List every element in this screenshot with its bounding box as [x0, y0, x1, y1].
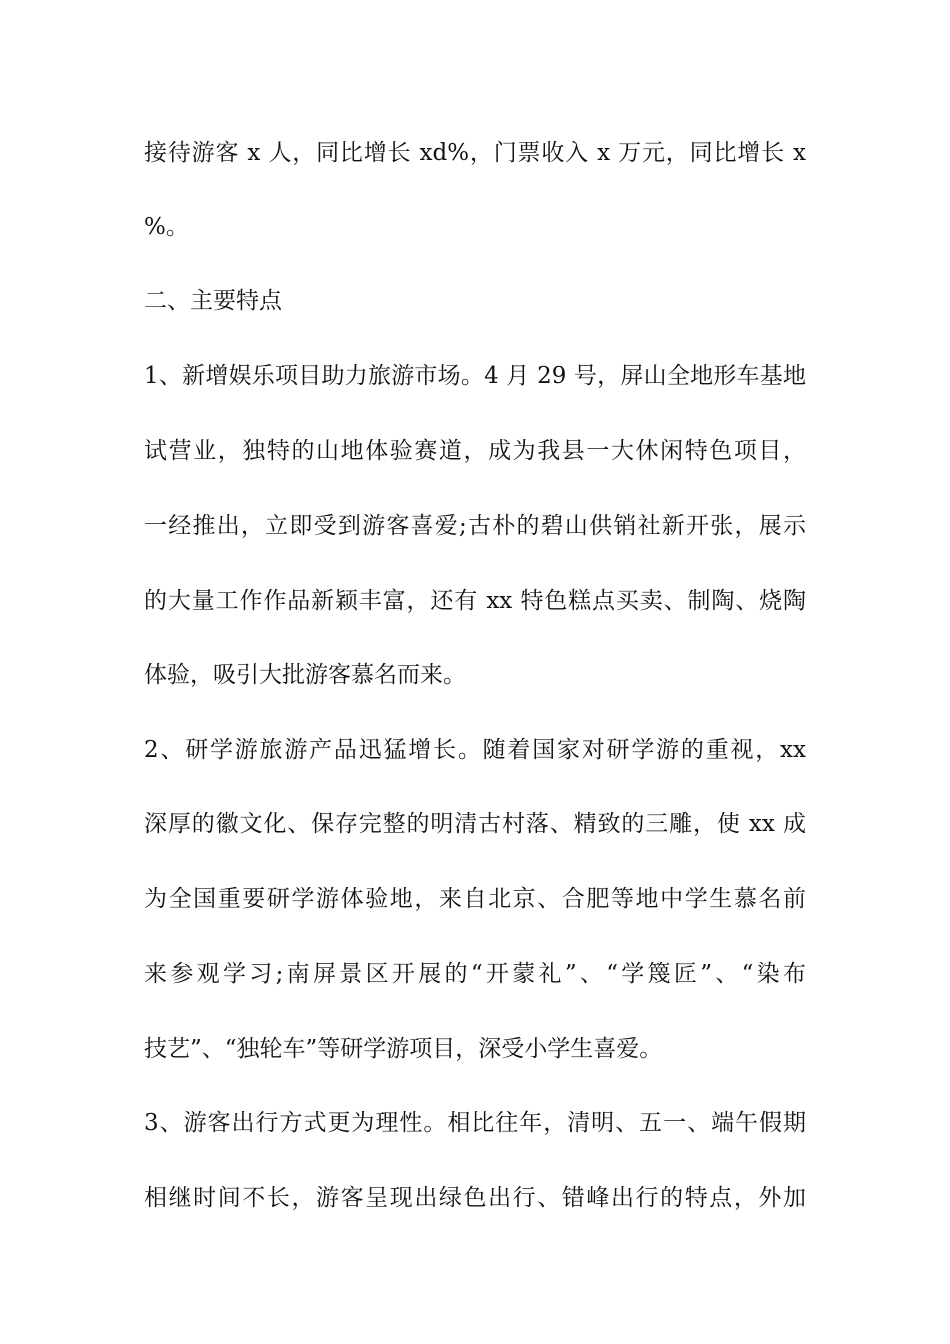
text-line-15: 相继时间不长，游客呈现出绿色出行、错峰出行的特点，外加 [144, 1185, 806, 1211]
text-line-7: 的大量工作作品新颖丰富，还有 xx 特色糕点买卖、制陶、烧陶 [144, 588, 806, 614]
text-line-2: %。 [144, 214, 189, 240]
text-line-14: 3、游客出行方式更为理性。相比往年，清明、五一、端午假期 [144, 1110, 806, 1136]
text-line-9: 2、研学游旅游产品迅猛增长。随着国家对研学游的重视，xx [144, 737, 806, 763]
text-line-5: 试营业，独特的山地体验赛道，成为我县一大休闲特色项目， [144, 438, 806, 464]
text-line-4: 1、新增娱乐项目助力旅游市场。4 月 29 号，屏山全地形车基地 [144, 363, 806, 389]
text-line-10: 深厚的徽文化、保存完整的明清古村落、精致的三雕，使 xx 成 [144, 811, 806, 837]
text-line-1: 接待游客 x 人，同比增长 xd%，门票收入 x 万元，同比增长 x [144, 140, 806, 166]
section-heading: 二、主要特点 [144, 288, 282, 314]
text-line-12: 来参观学习;南屏景区开展的“开蒙礼”、“学篾匠”、“染布 [144, 961, 806, 987]
text-line-6: 一经推出，立即受到游客喜爱;古朴的碧山供销社新开张，展示 [144, 513, 806, 539]
text-line-8: 体验，吸引大批游客慕名而来。 [144, 662, 466, 688]
text-line-11: 为全国重要研学游体验地，来自北京、合肥等地中学生慕名前 [144, 886, 806, 912]
text-line-13: 技艺”、“独轮车”等研学游项目，深受小学生喜爱。 [144, 1036, 663, 1062]
